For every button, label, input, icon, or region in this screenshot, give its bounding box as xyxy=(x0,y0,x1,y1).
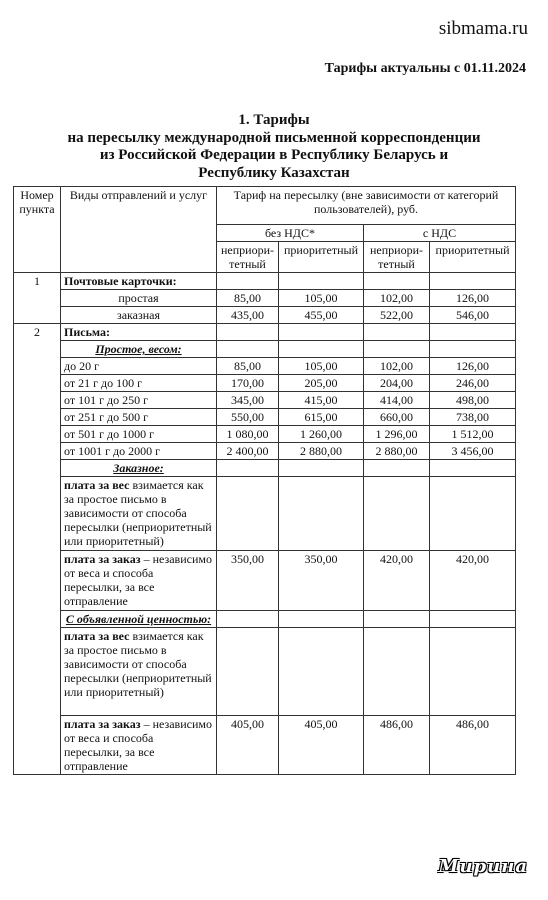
value-cell: 2 880,00 xyxy=(279,443,364,460)
row-number: 1 xyxy=(14,273,61,324)
value-cell: 415,00 xyxy=(279,392,364,409)
registration-fee-bold: плата за заказ xyxy=(64,552,141,566)
subsection-label: Простое, весом: xyxy=(95,342,182,356)
value-cell: 205,00 xyxy=(279,375,364,392)
header-kinds: Виды отправлений и услуг xyxy=(61,187,217,273)
row-label: от 21 г до 100 г xyxy=(61,375,217,392)
value-cell: 85,00 xyxy=(217,358,279,375)
value-cell: 85,00 xyxy=(217,290,279,307)
value-cell: 546,00 xyxy=(430,307,516,324)
table-row xyxy=(14,358,516,375)
table-row xyxy=(14,392,516,409)
value-cell: 102,00 xyxy=(364,290,430,307)
weight-fee-text: взимается как за простое письмо в зависимости от способа пересылки (неприоритетный или приоритетный) xyxy=(64,478,212,548)
value-cell: 170,00 xyxy=(217,375,279,392)
value-cell: 522,00 xyxy=(364,307,430,324)
value-cell: 420,00 xyxy=(430,551,516,611)
row-label: от 501 г до 1000 г xyxy=(61,426,217,443)
table-row xyxy=(14,443,516,460)
section-label: Почтовые карточки: xyxy=(61,273,217,290)
registration-fee-text: – независимо от веса и способа пересылки, за все отправление xyxy=(64,552,212,608)
value-cell: 615,00 xyxy=(279,409,364,426)
header-with-vat: с НДС xyxy=(364,225,516,242)
value-cell: 105,00 xyxy=(279,290,364,307)
value-cell: 126,00 xyxy=(430,290,516,307)
header-number: Номер пункта xyxy=(14,187,61,273)
value-cell: 405,00 xyxy=(279,716,364,775)
tariff-table xyxy=(13,186,516,775)
value-cell: 486,00 xyxy=(364,716,430,775)
value-cell: 405,00 xyxy=(217,716,279,775)
header-priority: приоритетный xyxy=(430,242,516,273)
subsection-label: Заказное: xyxy=(113,461,164,475)
heading-line: из Российской Федерации в Республику Беларусь и xyxy=(99,147,449,163)
value-cell: 2 880,00 xyxy=(364,443,430,460)
value-cell: 435,00 xyxy=(217,307,279,324)
value-cell: 2 400,00 xyxy=(217,443,279,460)
header-nonpriority: неприори-тетный xyxy=(217,242,279,273)
value-cell: 414,00 xyxy=(364,392,430,409)
value-cell: 246,00 xyxy=(430,375,516,392)
table-row xyxy=(14,409,516,426)
weight-fee-text: взимается как за простое письмо в зависимости от способа пересылки (неприоритетный или приоритетный) xyxy=(64,629,212,699)
value-cell: 1 260,00 xyxy=(279,426,364,443)
value-cell: 350,00 xyxy=(217,551,279,611)
actual-date-note: Тарифы актуальны с 01.11.2024 xyxy=(324,61,526,76)
value-cell: 1 512,00 xyxy=(430,426,516,443)
value-cell: 498,00 xyxy=(430,392,516,409)
table-row xyxy=(14,375,516,392)
value-cell: 550,00 xyxy=(217,409,279,426)
value-cell: 105,00 xyxy=(279,358,364,375)
header-tariff: Тариф на пересылку (вне зависимости от категорий пользователей), руб. xyxy=(217,187,516,225)
row-label: заказная xyxy=(61,307,217,324)
heading-line: Республику Казахстан xyxy=(198,164,350,181)
value-cell: 486,00 xyxy=(430,716,516,775)
registration-fee-text: – независимо от веса и способа пересылки, за все отправление xyxy=(64,717,212,773)
heading-line: на пересылку международной письменной корреспонденции xyxy=(67,129,481,146)
registration-fee-bold: плата за заказ xyxy=(64,717,141,731)
heading-line: 1. Тарифы xyxy=(238,112,310,128)
row-label: до 20 г xyxy=(61,358,217,375)
value-cell: 1 296,00 xyxy=(364,426,430,443)
weight-fee-note xyxy=(61,477,217,551)
registration-fee-note xyxy=(61,551,217,611)
header-nonpriority: неприори-тетный xyxy=(364,242,430,273)
header-no-vat: без НДС* xyxy=(217,225,364,242)
subsection-label: С объявленной ценностью: xyxy=(65,612,212,626)
row-label: от 101 г до 250 г xyxy=(61,392,217,409)
document-heading xyxy=(0,112,548,182)
signature-watermark: Мирина xyxy=(438,856,528,877)
table-row xyxy=(14,551,516,611)
weight-fee-bold: плата за вес xyxy=(64,478,130,492)
table-row xyxy=(14,290,516,307)
site-watermark: sibmama.ru xyxy=(438,18,528,39)
section-label: Письма: xyxy=(61,324,217,341)
header-priority: приоритетный xyxy=(279,242,364,273)
value-cell: 126,00 xyxy=(430,358,516,375)
value-cell: 738,00 xyxy=(430,409,516,426)
row-number: 2 xyxy=(14,324,61,775)
value-cell: 420,00 xyxy=(364,551,430,611)
row-label: от 1001 г до 2000 г xyxy=(61,443,217,460)
value-cell: 660,00 xyxy=(364,409,430,426)
value-cell: 1 080,00 xyxy=(217,426,279,443)
value-cell: 102,00 xyxy=(364,358,430,375)
weight-fee-bold: плата за вес xyxy=(64,629,130,643)
table-row xyxy=(14,716,516,775)
table-row xyxy=(14,426,516,443)
row-label: простая xyxy=(61,290,217,307)
value-cell: 345,00 xyxy=(217,392,279,409)
value-cell: 204,00 xyxy=(364,375,430,392)
row-label: от 251 г до 500 г xyxy=(61,409,217,426)
weight-fee-note xyxy=(61,628,217,716)
table-row xyxy=(14,307,516,324)
value-cell: 3 456,00 xyxy=(430,443,516,460)
value-cell: 350,00 xyxy=(279,551,364,611)
value-cell: 455,00 xyxy=(279,307,364,324)
declared-value-fee-note xyxy=(61,716,217,775)
